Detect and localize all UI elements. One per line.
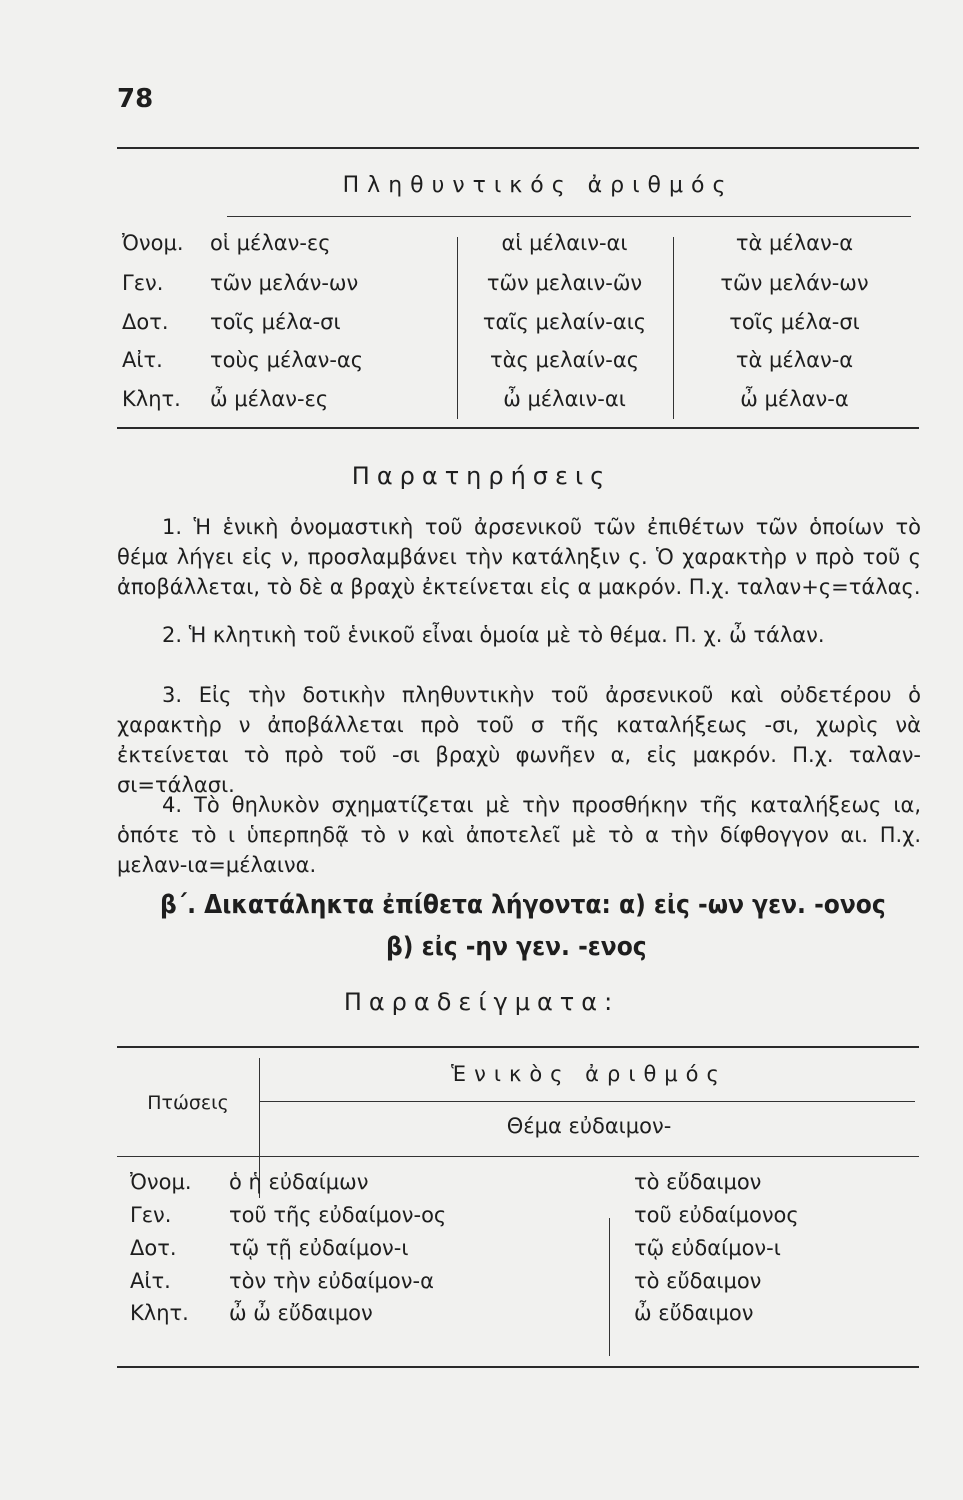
- table-row: [117, 231, 919, 271]
- case-label: Αἰτ.: [130, 1269, 171, 1293]
- neuter-form: τῷ εὐδαίμον-ι: [634, 1236, 781, 1260]
- masc-fem-form: ὁ ἡ εὐδαίμων: [229, 1170, 369, 1194]
- neuter-form: ὦ μέλαν-α: [740, 387, 849, 411]
- table-row: [117, 1203, 919, 1237]
- table-heading: Πληθυντικός ἀριθμός: [342, 173, 734, 198]
- examples-title: Παραδείγματα:: [343, 988, 620, 1016]
- table-row: [117, 387, 919, 427]
- case-label: Δοτ.: [122, 310, 169, 334]
- masc-fem-form: τοῦ τῆς εὐδαίμον-ος: [229, 1203, 447, 1227]
- feminine-form: τῶν μελαιν-ῶν: [486, 271, 643, 295]
- feminine-form: τὰς μελαίν-ας: [489, 348, 640, 372]
- masc-fem-form: ὦ ὦ εὔδαιμον: [229, 1301, 373, 1325]
- case-label: Κλητ.: [122, 387, 181, 411]
- remark-paragraph: 1. Ἡ ἑνικὴ ὀνομαστικὴ τοῦ ἀρσενικοῦ τῶν ἐπιθέτων τῶν ὁποίων τὸ θέμα λήγει εἰς ν, προσλαμβάνει τὴν κατάληξιν ς. Ὁ χαρακτὴρ ν πρὸ τοῦ ς ἀποβάλλεται, τὸ δὲ α βραχὺ ἐκτείνεται εἰς α μακρόν. Π.χ. ταλαν+ς=τάλας.: [117, 515, 921, 599]
- case-label: Αἰτ.: [122, 348, 163, 372]
- masculine-form: τοὺς μέλαν-ας: [210, 348, 364, 372]
- cases-header: Πτώσεις: [147, 1092, 229, 1114]
- feminine-form: ταῖς μελαίν-αις: [482, 310, 647, 334]
- masculine-form: ὦ μέλαν-ες: [210, 387, 329, 411]
- neuter-form: τοῖς μέλα-σι: [729, 310, 860, 334]
- header-rule: [117, 1156, 919, 1157]
- masc-fem-form: τὸν τὴν εὐδαίμον-α: [229, 1269, 434, 1293]
- table-row: [117, 310, 919, 350]
- masculine-form: οἱ μέλαν-ες: [210, 231, 331, 255]
- header-rule: [259, 1101, 915, 1102]
- remarks-title: Παρατηρήσεις: [351, 462, 612, 490]
- neuter-form: τὰ μέλαν-α: [735, 348, 854, 372]
- neuter-form: ὦ εὔδαιμον: [634, 1301, 754, 1325]
- neuter-form: τὰ μέλαν-α: [735, 231, 854, 255]
- heading-rule: [227, 216, 911, 217]
- table-row: [117, 348, 919, 388]
- page-number: 78: [117, 84, 154, 114]
- table-row: [117, 1170, 919, 1204]
- number-header: Ἑνικὸς ἀριθμός: [451, 1062, 727, 1086]
- table-row: [117, 1269, 919, 1303]
- singular-declension-table: [117, 1046, 919, 1368]
- table-row: [117, 271, 919, 311]
- neuter-form: τὸ εὔδαιμον: [634, 1269, 762, 1293]
- case-label: Γεν.: [122, 271, 164, 295]
- plural-declension-table: [117, 147, 919, 429]
- masc-fem-form: τῷ τῇ εὐδαίμον-ι: [229, 1236, 409, 1260]
- neuter-form: τῶν μελάν-ων: [720, 271, 869, 295]
- masculine-form: τῶν μελάν-ων: [210, 271, 359, 295]
- section-heading: β΄. Δικατάληκτα ἐπίθετα λήγοντα: α) εἰς -ων γεν. -ονος: [160, 890, 886, 920]
- stem-header: Θέμα εὐδαιμον-: [506, 1114, 672, 1138]
- masculine-form: τοῖς μέλα-σι: [210, 310, 341, 334]
- remark-paragraph: 4. Τὸ θηλυκὸν σχηματίζεται μὲ τὴν προσθήκην τῆς καταλήξεως ια, ὁπότε τὸ ι ὑπερπηδᾷ τὸ ν καὶ ἀποτελεῖ μὲ τὸ α τὴν δίφθογγον αι. Π.χ. μελαν-ια=μέλαινα.: [117, 793, 921, 877]
- remark-paragraph: 3. Εἰς τὴν δοτικὴν πληθυντικὴν τοῦ ἀρσενικοῦ καὶ οὐδετέρου ὁ χαρακτὴρ ν ἀποβάλλεται πρὸ τοῦ σ τῆς καταλήξεως -σι, χωρὶς νὰ ἐκτείνεται τὸ πρὸ τοῦ -σι βραχὺ φωνῆεν α, εἰς μακρόν. Π.χ. ταλαν-σι=τάλασι.: [117, 683, 921, 797]
- case-label: Γεν.: [130, 1203, 172, 1227]
- remark-paragraph: 2. Ἡ κλητικὴ τοῦ ἑνικοῦ εἶναι ὁμοία μὲ τὸ θέμα. Π. χ. ὦ τάλαν.: [162, 623, 825, 647]
- neuter-form: τὸ εὔδαιμον: [634, 1170, 762, 1194]
- case-label: Ὀνομ.: [122, 231, 184, 255]
- feminine-form: ὦ μέλαιν-αι: [503, 387, 626, 411]
- table-row: [117, 1301, 919, 1335]
- section-heading-line2: β) εἰς -ην γεν. -ενος: [386, 932, 647, 962]
- table-row: [117, 1236, 919, 1270]
- case-label: Κλητ.: [130, 1301, 189, 1325]
- case-label: Δοτ.: [130, 1236, 177, 1260]
- feminine-form: αἱ μέλαιν-αι: [501, 231, 628, 255]
- case-label: Ὀνομ.: [130, 1170, 192, 1194]
- neuter-form: τοῦ εὐδαίμονος: [634, 1203, 799, 1227]
